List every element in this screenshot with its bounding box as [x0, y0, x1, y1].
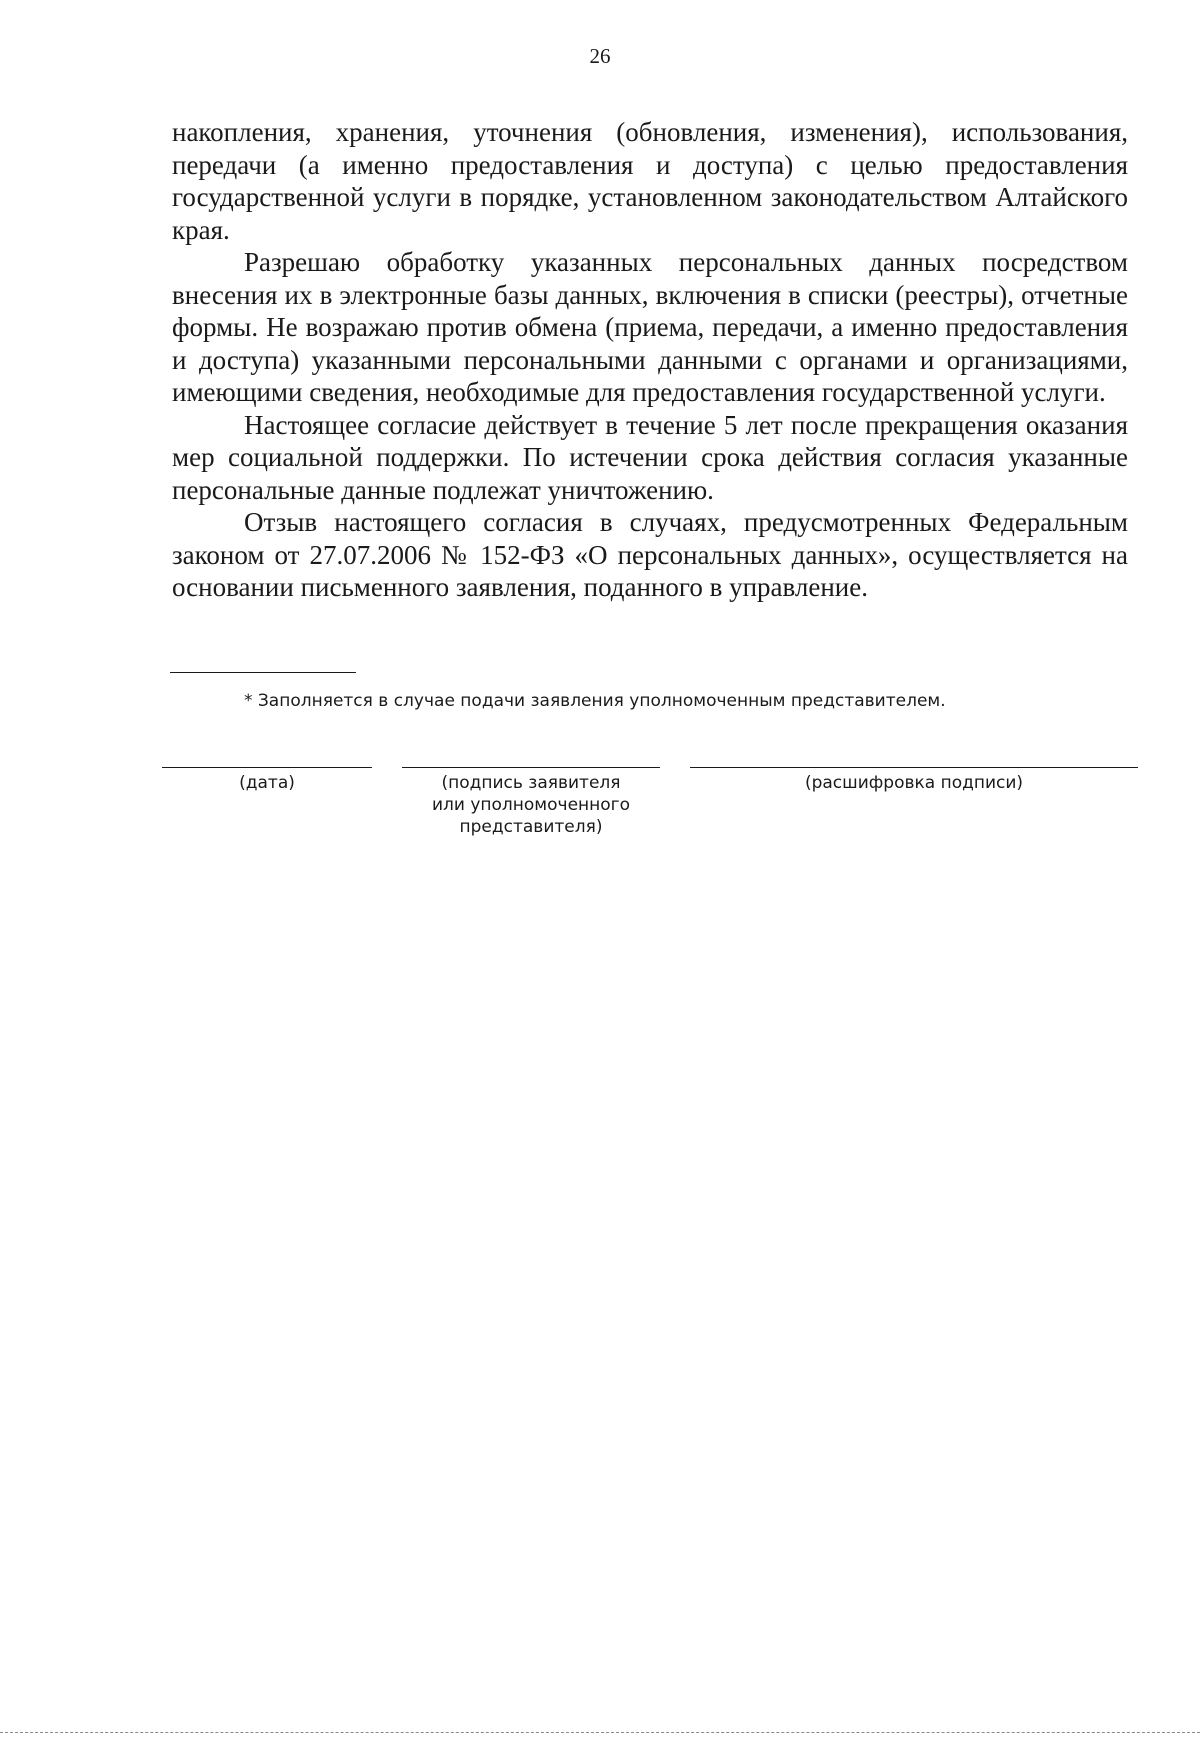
scan-bottom-edge [0, 1732, 1200, 1733]
applicant-signature-caption [402, 772, 660, 838]
footnote: * Заполняется в случае подачи заявления уполномоченным представителем. [244, 691, 946, 711]
signature-decoding-line [690, 767, 1138, 768]
footnote-separator [170, 672, 356, 673]
date-caption: (дата) [239, 773, 295, 793]
page-number: 26 [589, 44, 611, 68]
paragraph-revocation: Отзыв настоящего согласия в случаях, предусмотренных Федеральным законом от 27.07.2006 № 152-ФЗ «О персональных данных», осуществляется на основании письменного заявления, поданного в управление. [172, 507, 1128, 602]
paragraph-validity-period: Настоящее согласие действует в течение 5 лет после прекращения оказания мер социальной поддержки. По истечении срока действия согласия указанные персональные данные подлежат уничтожению. [172, 409, 1128, 505]
date-signature-line [162, 767, 372, 768]
applicant-signature-line [402, 767, 660, 768]
paragraph-processing-permission: Разрешаю обработку указанных персональных данных посредством внесения их в электронные базы данных, включения в списки (реестры), отчетные формы. Не возражаю против обмена (приема, передачи, а именно предоставления и доступа) указанными персональными данными с органами и организациями, имеющими сведения, необходимые для предоставления государственной услуги. [172, 247, 1128, 407]
applicant-signature-caption-line: (подпись заявителя [441, 773, 621, 793]
applicant-signature-caption-line: представителя) [459, 817, 603, 837]
applicant-signature-caption-line: или уполномоченного [431, 795, 630, 815]
document-body [172, 116, 1128, 604]
paragraph-consent-scope: накопления, хранения, уточнения (обновления, изменения), использования, передачи (а именно предоставления и доступа) с целью предоставления государственной услуги в порядке, установленном законодательством Алтайского края. [172, 117, 1128, 245]
signature-decoding-caption: (расшифровка подписи) [804, 773, 1024, 793]
